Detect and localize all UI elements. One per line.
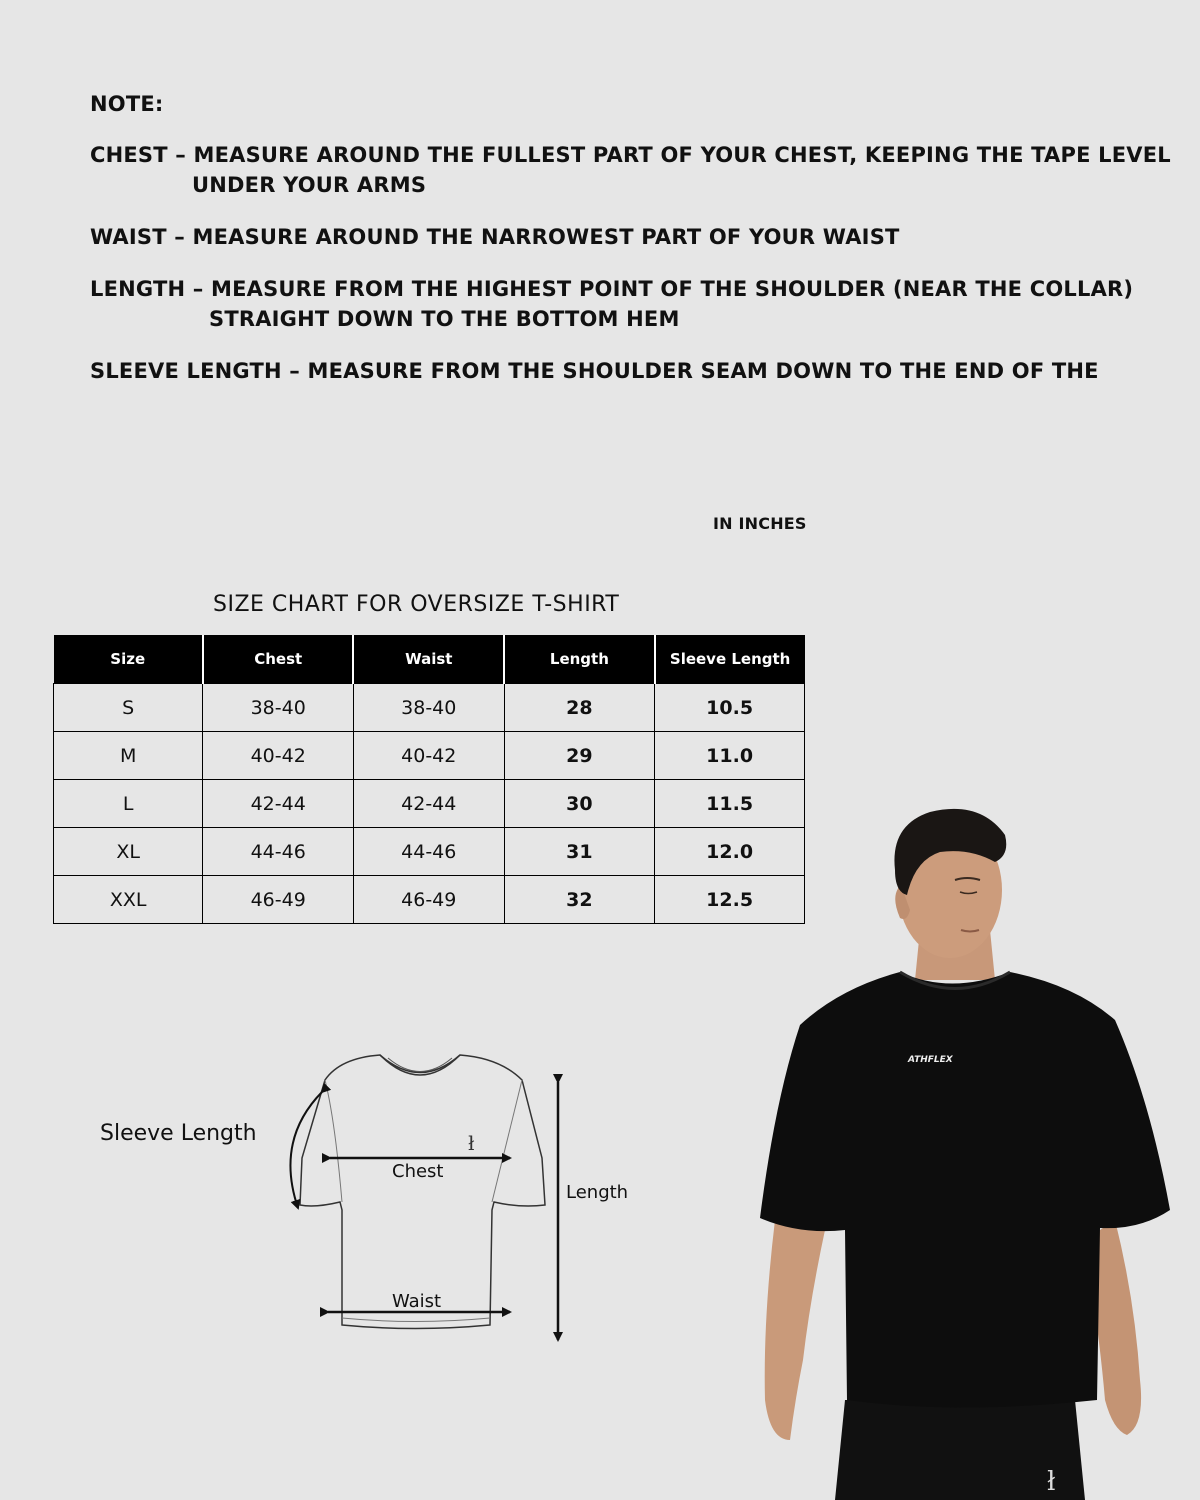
- diagram-length-label: Length: [566, 1182, 629, 1203]
- cell-chest: 38-40: [203, 684, 354, 732]
- note-sleeve: [90, 356, 1190, 386]
- note-length: [90, 274, 1190, 334]
- sleeve-arrow: [290, 1092, 322, 1208]
- note-dash: –: [192, 277, 204, 301]
- note-chest-text-2: UNDER YOUR ARMS: [192, 173, 427, 197]
- cell-size: L: [54, 780, 203, 828]
- cell-size: XXL: [54, 876, 203, 924]
- note-waist-text: MEASURE AROUND THE NARROWEST PART OF YOUR WAIST: [192, 225, 900, 249]
- cell-length: 31: [504, 828, 655, 876]
- note-chest-label: CHEST: [90, 143, 168, 167]
- header-size: Size: [54, 635, 203, 684]
- note-length-text-2: STRAIGHT DOWN TO THE BOTTOM HEM: [209, 307, 680, 331]
- diagram-chest-label: Chest: [392, 1161, 444, 1182]
- shirt-brand-print: ATHFLEX: [908, 1055, 953, 1065]
- units-label: IN INCHES: [713, 514, 807, 533]
- note-sleeve-text: MEASURE FROM THE SHOULDER SEAM DOWN TO THE END OF THE: [307, 359, 1099, 383]
- tshirt-outline: [300, 1055, 545, 1329]
- note-length-text: MEASURE FROM THE HIGHEST POINT OF THE SHOULDER (NEAR THE COLLAR): [211, 277, 1134, 301]
- cell-sleeve-length: 12.5: [655, 876, 805, 924]
- diagram-sleeve-label: Sleeve Length: [100, 1121, 257, 1146]
- note-length-label: LENGTH: [90, 277, 186, 301]
- tshirt-diagram: [90, 1040, 670, 1360]
- cell-waist: 42-44: [353, 780, 504, 828]
- cell-size: XL: [54, 828, 203, 876]
- note-waist: [90, 222, 1190, 252]
- cell-waist: 38-40: [353, 684, 504, 732]
- cell-size: S: [54, 684, 203, 732]
- note-chest-text: MEASURE AROUND THE FULLEST PART OF YOUR CHEST, KEEPING THE TAPE LEVEL: [193, 143, 1171, 167]
- cell-sleeve-length: 10.5: [655, 684, 805, 732]
- table-row: [54, 876, 805, 924]
- header-sleeve-length: Sleeve Length: [655, 635, 805, 684]
- table-row: [54, 780, 805, 828]
- header-length: Length: [504, 635, 655, 684]
- model-photo: [755, 800, 1185, 1500]
- table-row: [54, 732, 805, 780]
- cell-length: 32: [504, 876, 655, 924]
- note-sleeve-label: SLEEVE LENGTH: [90, 359, 282, 383]
- cell-waist: 44-46: [353, 828, 504, 876]
- cell-sleeve-length: 11.0: [655, 732, 805, 780]
- shorts-logo-icon: ł: [1047, 1467, 1056, 1497]
- header-chest: Chest: [203, 635, 354, 684]
- note-dash: –: [174, 225, 185, 249]
- cell-size: M: [54, 732, 203, 780]
- cell-waist: 46-49: [353, 876, 504, 924]
- table-header-row: [54, 635, 805, 684]
- table-row: [54, 684, 805, 732]
- cell-waist: 40-42: [353, 732, 504, 780]
- note-chest: [90, 140, 1190, 200]
- left-arm: [765, 1220, 825, 1440]
- diagram-waist-label: Waist: [392, 1291, 442, 1312]
- cell-chest: 46-49: [203, 876, 354, 924]
- cell-chest: 42-44: [203, 780, 354, 828]
- cell-length: 30: [504, 780, 655, 828]
- measurement-notes: [90, 92, 1190, 408]
- cell-length: 29: [504, 732, 655, 780]
- header-waist: Waist: [353, 635, 504, 684]
- size-table: [53, 635, 805, 924]
- cell-chest: 44-46: [203, 828, 354, 876]
- note-dash: –: [289, 359, 300, 383]
- cell-chest: 40-42: [203, 732, 354, 780]
- table-row: [54, 828, 805, 876]
- note-waist-label: WAIST: [90, 225, 167, 249]
- size-chart-title: SIZE CHART FOR OVERSIZE T-SHIRT: [213, 592, 620, 617]
- note-dash: –: [175, 143, 186, 167]
- cell-sleeve-length: 12.0: [655, 828, 805, 876]
- diagram-logo-icon: ł: [468, 1131, 475, 1155]
- cell-sleeve-length: 11.5: [655, 780, 805, 828]
- note-title: NOTE:: [90, 92, 164, 116]
- cell-length: 28: [504, 684, 655, 732]
